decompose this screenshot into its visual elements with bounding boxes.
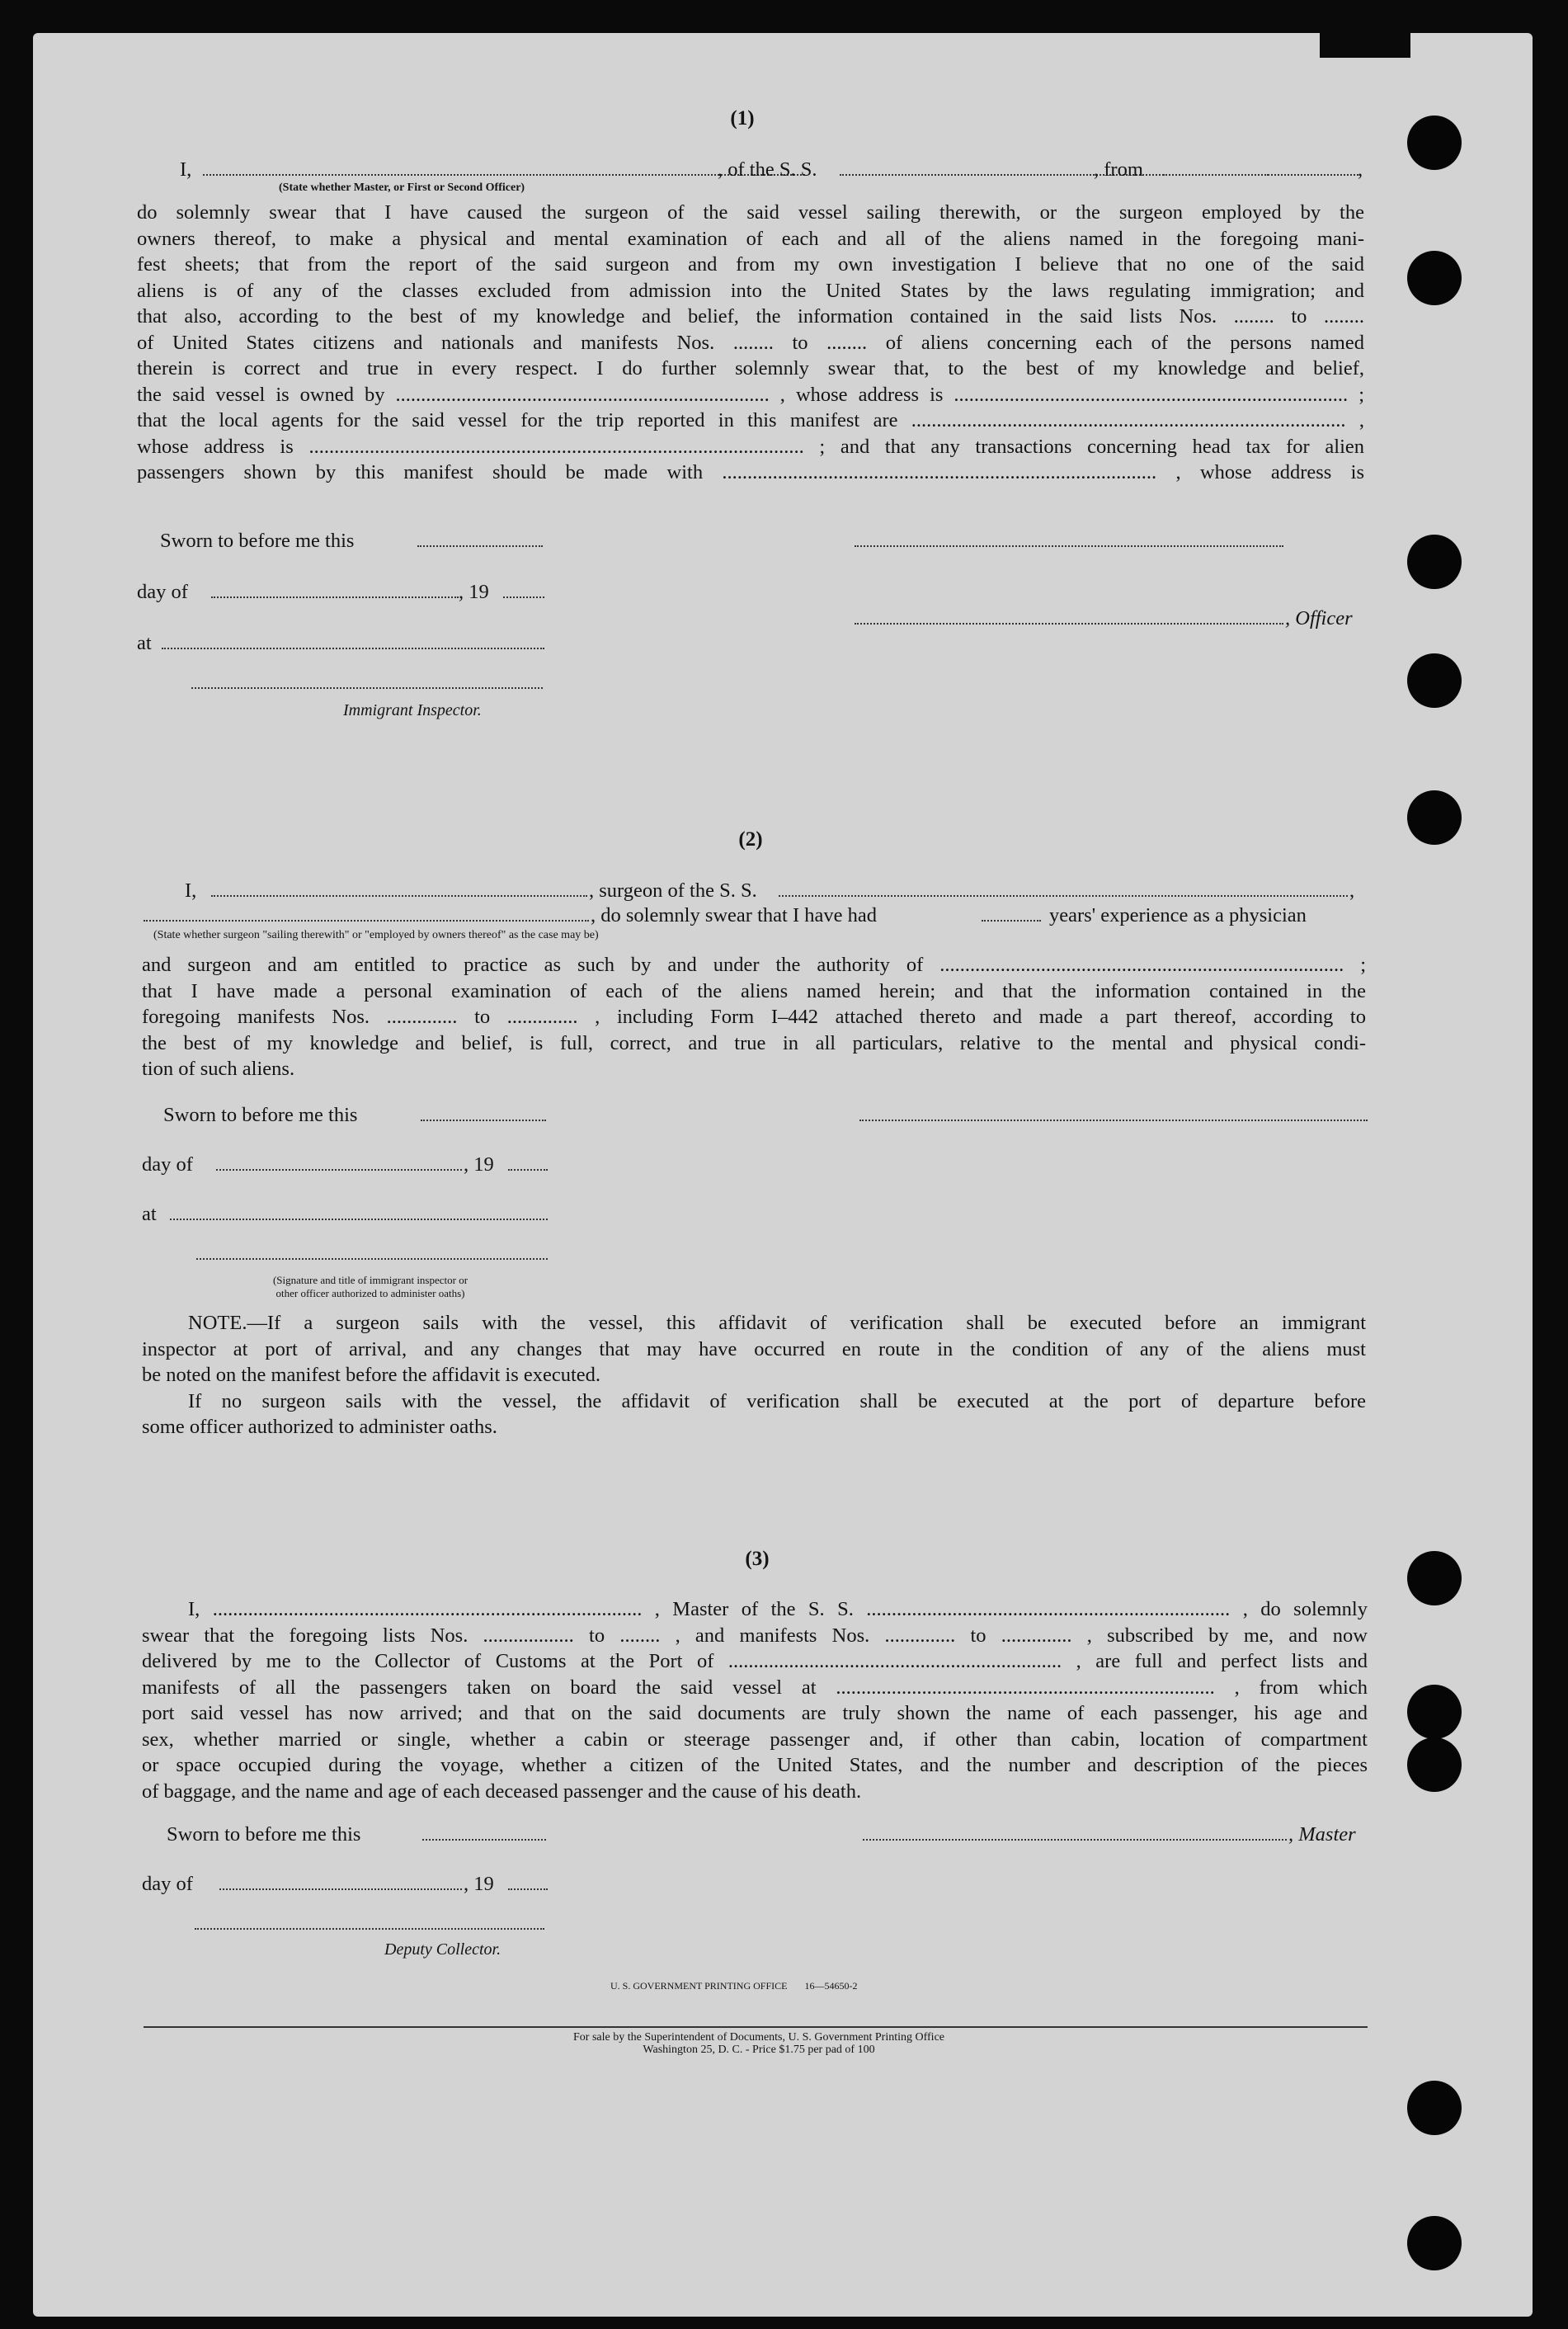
- s3-line: sex, whether married or single, whether a cabin or steerage passenger and, if other than cabin, location of compartment: [142, 1728, 1368, 1751]
- s2-sig-note-2: other officer authorized to administer oaths): [275, 1287, 465, 1299]
- s2-sig-note: [195, 1274, 546, 1300]
- s1-line: of United States citizens and nationals and manifests Nos. ........ to ........ of aliens concerning each of the persons named: [137, 331, 1364, 354]
- punch-hole: [1407, 2081, 1462, 2135]
- s2-years-field[interactable]: [982, 905, 1041, 922]
- footer-rule: [144, 2026, 1368, 2028]
- s1-comma: ,: [1358, 158, 1363, 181]
- s1-sworn-block: [137, 528, 1374, 743]
- s3-sworn: Sworn to before me this: [167, 1823, 361, 1846]
- punch-hole: [1407, 2216, 1462, 2270]
- punch-hole: [1407, 251, 1462, 305]
- s3-line: delivered by me to the Collector of Customs at the Port of .................................................................. , are full and perfect lists and: [142, 1650, 1368, 1672]
- section-2-paragraph: [142, 952, 1366, 1082]
- s3-line: swear that the foregoing lists Nos. .................. to ........ , and manifests Nos. .............. to .............. , subscribed by me, and now: [142, 1624, 1368, 1647]
- s2-comma: ,: [1349, 879, 1355, 902]
- sale-line-1: For sale by the Superintendent of Documents, U. S. Government Printing Office: [573, 2031, 944, 2044]
- section-3-paragraph: [142, 1596, 1368, 1804]
- punch-hole: [1407, 1551, 1462, 1605]
- clip-tab: [1320, 30, 1410, 58]
- s2-inspector-sig-field[interactable]: [196, 1243, 548, 1260]
- s3-line: of baggage, and the name and age of each deceased passenger and the cause of his death.: [142, 1780, 862, 1803]
- s1-from: , from: [1094, 158, 1143, 181]
- s2-sworn: Sworn to before me this: [163, 1104, 358, 1126]
- s3-line: port said vessel has now arrived; and that on the said documents are truly shown the name of each passenger, his age and: [142, 1702, 1368, 1724]
- sale-notice: [429, 2031, 1089, 2056]
- punch-hole: [1407, 1685, 1462, 1739]
- s2-sworn-field[interactable]: [421, 1105, 546, 1121]
- s1-line: owners thereof, to make a physical and mental examination of each and all of the aliens named in the foregoing mani-: [137, 227, 1364, 250]
- s3-year-field[interactable]: [508, 1874, 548, 1890]
- gpo-imprint: U. S. GOVERNMENT PRINTING OFFICE 16—54650-2: [610, 1980, 858, 1992]
- s1-line: whose address is .................................................................................................. ; and that any transactions concerning head tax for alien: [137, 435, 1364, 458]
- s1-line: that also, according to the best of my knowledge and belief, the information contained in the said lists Nos. ........ to ........: [137, 305, 1364, 328]
- s2-line: the best of my knowledge and belief, is full, correct, and true in all particulars, relative to the mental and physical condi-: [142, 1031, 1366, 1054]
- section-2-heading: (2): [738, 828, 763, 851]
- s2-year-field[interactable]: [508, 1154, 548, 1171]
- s2-i: I,: [185, 879, 197, 902]
- s3-day-field[interactable]: [219, 1874, 462, 1890]
- s3-line: manifests of all the passengers taken on board the said vessel at ........................................................................... , from which: [142, 1676, 1368, 1699]
- s1-officer-label: , Officer: [1285, 607, 1353, 629]
- s3-sworn-field[interactable]: [422, 1824, 546, 1841]
- s1-sworn: Sworn to before me this: [160, 530, 355, 552]
- s3-deputy-label: Deputy Collector.: [384, 1940, 501, 1959]
- s1-officer-sig-field[interactable]: [855, 608, 1283, 625]
- s1-officer-note: (State whether Master, or First or Second Officer): [279, 182, 525, 194]
- s3-master-label: , Master: [1288, 1823, 1356, 1846]
- s3-line: or space occupied during the voyage, whether a citizen of the United States, and the number and description of the pieces: [142, 1754, 1368, 1776]
- s2-note-line: some officer authorized to administer oaths.: [142, 1416, 497, 1438]
- sale-line-2: Washington 25, D. C. - Price $1.75 per pad of 100: [643, 2044, 875, 2056]
- s2-surgeon-sig-field[interactable]: [859, 1105, 1368, 1121]
- s2-note: [142, 1310, 1366, 1440]
- s1-day-of: day of: [137, 581, 188, 603]
- s1-inspector-label: Immigrant Inspector.: [343, 701, 482, 719]
- s2-at-field[interactable]: [170, 1204, 548, 1220]
- s2-line: foregoing manifests Nos. .............. to .............. , including Form I–442 attached thereto and made a part thereof, according to: [142, 1006, 1366, 1028]
- s2-note-line: inspector at port of arrival, and any changes that may have occurred en route in the condition of any of the aliens must: [142, 1337, 1366, 1360]
- section-1-paragraph: [137, 200, 1364, 486]
- s2-day-of: day of: [142, 1153, 193, 1176]
- s1-line: the said vessel is owned by .......................................................................... , whose address is .............................................................................. ;: [137, 383, 1364, 406]
- s1-i: I,: [180, 158, 192, 181]
- s3-sworn-block: [142, 1822, 1379, 1962]
- s1-line: passengers shown by this manifest should be made with ...................................................................................... , whose address is: [137, 461, 1364, 483]
- punch-hole: [1407, 116, 1462, 170]
- s1-line: that the local agents for the said vessel for the trip reported in this manifest are ...................................................................................... ,: [137, 409, 1364, 431]
- punch-hole: [1407, 790, 1462, 845]
- s2-note-line: be noted on the manifest before the affidavit is executed.: [142, 1364, 601, 1386]
- s1-line: fest sheets; that from the report of the said surgeon and from my own investigation I believe that no one of the said: [137, 253, 1364, 276]
- s2-surgeon-name-field[interactable]: [211, 880, 587, 897]
- s2-at: at: [142, 1203, 157, 1225]
- s1-port-field[interactable]: [1163, 159, 1361, 176]
- s1-line: aliens is of any of the classes excluded from admission into the United States by the laws regulating immigration; and: [137, 279, 1364, 302]
- s2-year: , 19: [464, 1153, 494, 1176]
- s2-sig-note-1: (Signature and title of immigrant inspector or: [272, 1274, 469, 1286]
- s1-of-ss: , of the S. S.: [718, 158, 817, 181]
- s2-line: that I have made a personal examination of each of the aliens named herein; and that the information contained in the: [142, 979, 1366, 1002]
- s2-note-line: NOTE.—If a surgeon sails with the vessel, this affidavit of verification shall be executed before an immigrant: [188, 1312, 1366, 1334]
- s3-master-sig-field[interactable]: [863, 1824, 1287, 1841]
- s1-line: therein is correct and true in every respect. I do further solemnly swear that, to the best of my knowledge and belief,: [137, 357, 1364, 380]
- s2-sworn-block: [142, 1102, 1379, 1300]
- s2-surgeon-of-ss: , surgeon of the S. S.: [589, 879, 757, 902]
- s3-line: I, ..................................................................................... , Master of the S. S. ........................................................................ , do solemnly: [188, 1598, 1368, 1620]
- s2-line: and surgeon and am entitled to practice as such by and under the authority of ................................................................................ ;: [142, 954, 1366, 976]
- s2-years: years' experience as a physician: [1049, 904, 1307, 926]
- s2-line: tion of such aliens.: [142, 1058, 295, 1080]
- s1-sworn-field[interactable]: [417, 530, 543, 547]
- s3-deputy-sig-field[interactable]: [195, 1913, 544, 1930]
- s2-status-note: (State whether surgeon "sailing therewith" or "employed by owners thereof" as the case may be): [153, 929, 599, 941]
- s1-day-field[interactable]: [211, 582, 459, 598]
- s2-note-line: If no surgeon sails with the vessel, the affidavit of verification shall be executed at the port of departure before: [188, 1389, 1366, 1412]
- section-1-heading: (1): [730, 107, 755, 130]
- s1-at-field[interactable]: [162, 633, 544, 649]
- s3-day-of: day of: [142, 1873, 193, 1895]
- s1-upper-sig-field[interactable]: [855, 530, 1283, 547]
- punch-hole: [1407, 653, 1462, 708]
- s2-swear: , do solemnly swear that I have had: [591, 904, 877, 926]
- s2-ship-field[interactable]: [779, 880, 1348, 897]
- s1-at: at: [137, 632, 152, 654]
- s1-inspector-sig-field[interactable]: [191, 672, 543, 689]
- s1-line: do solemnly swear that I have caused the surgeon of the said vessel sailing therewith, or the surgeon employed by the: [137, 201, 1364, 224]
- s2-day-field[interactable]: [216, 1154, 462, 1171]
- s1-year-field[interactable]: [503, 582, 544, 598]
- punch-hole: [1407, 535, 1462, 589]
- s2-status-field[interactable]: [144, 905, 589, 922]
- section-3-heading: (3): [745, 1548, 770, 1570]
- punch-hole: [1407, 1737, 1462, 1792]
- s1-year: , 19: [459, 581, 489, 603]
- s1-officer-field[interactable]: [203, 159, 805, 176]
- s3-year: , 19: [464, 1873, 494, 1895]
